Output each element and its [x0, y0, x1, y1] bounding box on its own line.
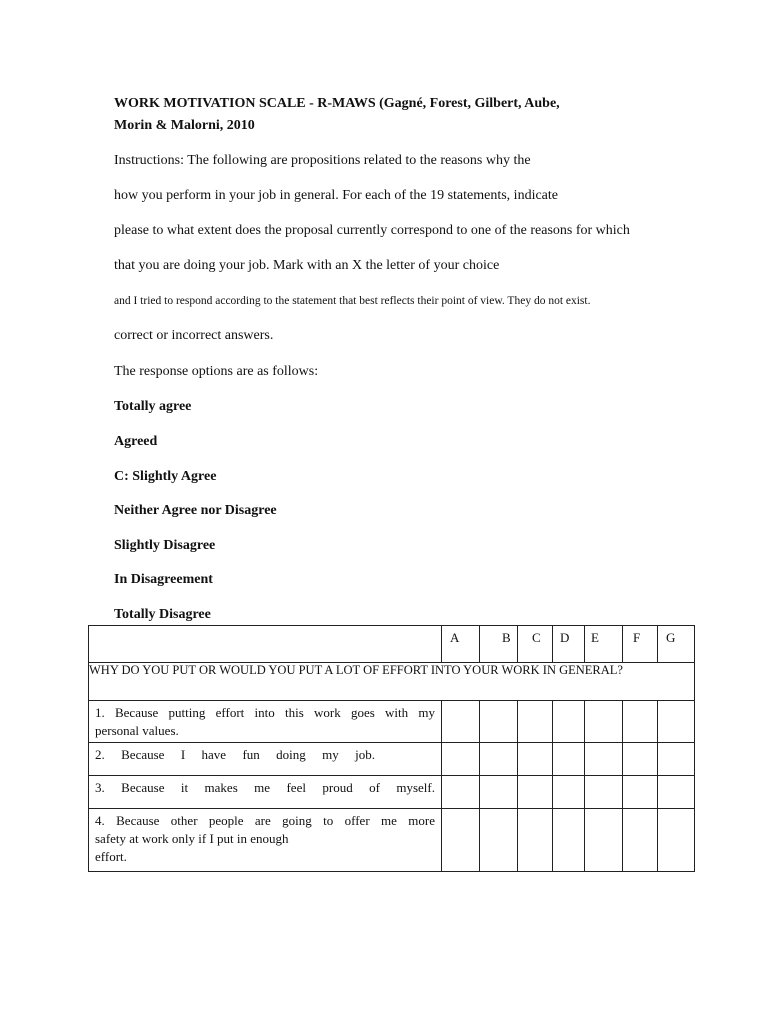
document-title-line-2: Morin & Malorni, 2010	[114, 118, 255, 133]
column-header-g: G	[658, 626, 695, 663]
table-header-row	[89, 626, 695, 663]
answer-cell-e[interactable]	[585, 743, 623, 776]
answer-cell-c[interactable]	[518, 776, 553, 809]
answer-cell-f[interactable]	[623, 701, 658, 743]
answer-cell-g[interactable]	[658, 743, 695, 776]
response-option-e: Slightly Disagree	[114, 538, 216, 553]
answer-cell-c[interactable]	[518, 701, 553, 743]
section-heading: WHY DO YOU PUT OR WOULD YOU PUT A LOT OF EFFORT INTO YOUR WORK IN GENERAL?	[89, 663, 695, 701]
answer-cell-d[interactable]	[553, 743, 585, 776]
answer-cell-e[interactable]	[585, 809, 623, 872]
instructions-line-6: correct or incorrect answers.	[114, 328, 274, 343]
column-header-f: F	[623, 626, 658, 663]
table-row	[89, 701, 695, 743]
answer-cell-e[interactable]	[585, 776, 623, 809]
answer-cell-d[interactable]	[553, 809, 585, 872]
response-option-d: Neither Agree nor Disagree	[114, 503, 277, 518]
table-section-heading-row	[89, 663, 695, 701]
document-title-line-1: WORK MOTIVATION SCALE - R-MAWS (Gagné, Forest, Gilbert, Aube,	[114, 96, 560, 111]
statement-cell	[89, 743, 442, 776]
column-header-d: D	[553, 626, 585, 663]
column-header-b: B	[480, 626, 518, 663]
response-table	[88, 625, 695, 872]
statement-text-line: effort.	[95, 849, 127, 864]
response-option-c: C: Slightly Agree	[114, 469, 217, 484]
answer-cell-a[interactable]	[442, 743, 480, 776]
answer-cell-b[interactable]	[480, 743, 518, 776]
statement-text-line: 4. Because other people are going to offer me more	[95, 813, 435, 828]
column-header-e: E	[585, 626, 623, 663]
statement-text-line: personal values.	[95, 723, 179, 738]
instructions-line-3: please to what extent does the proposal currently correspond to one of the reasons for which	[114, 223, 630, 238]
answer-cell-c[interactable]	[518, 809, 553, 872]
response-option-f: In Disagreement	[114, 572, 213, 587]
column-header-a: A	[442, 626, 480, 663]
table-row	[89, 809, 695, 872]
statement-text-line: safety at work only if I put in enough	[95, 831, 289, 846]
answer-cell-b[interactable]	[480, 776, 518, 809]
header-blank-cell	[89, 626, 442, 663]
answer-cell-a[interactable]	[442, 809, 480, 872]
answer-cell-g[interactable]	[658, 776, 695, 809]
answer-cell-d[interactable]	[553, 776, 585, 809]
response-option-b: Agreed	[114, 434, 158, 449]
instructions-line-1: Instructions: The following are propositions related to the reasons why the	[114, 153, 531, 168]
answer-cell-c[interactable]	[518, 743, 553, 776]
answer-cell-e[interactable]	[585, 701, 623, 743]
instructions-line-5: and I tried to respond according to the statement that best reflects their point of view. They do not exist.	[114, 295, 591, 307]
response-option-a: Totally agree	[114, 399, 192, 414]
statement-cell	[89, 809, 442, 872]
statement-cell	[89, 701, 442, 743]
answer-cell-f[interactable]	[623, 809, 658, 872]
instructions-line-4: that you are doing your job. Mark with an X the letter of your choice	[114, 258, 500, 273]
instructions-line-2: how you perform in your job in general. For each of the 19 statements, indicate	[114, 188, 558, 203]
response-option-g: Totally Disagree	[114, 607, 211, 622]
answer-cell-a[interactable]	[442, 776, 480, 809]
table-row	[89, 776, 695, 809]
column-header-c: C	[518, 626, 553, 663]
answer-cell-f[interactable]	[623, 743, 658, 776]
statement-text-line: 3. Because it makes me feel proud of myself.	[95, 780, 435, 795]
answer-cell-a[interactable]	[442, 701, 480, 743]
answer-cell-g[interactable]	[658, 809, 695, 872]
answer-cell-b[interactable]	[480, 701, 518, 743]
answer-cell-b[interactable]	[480, 809, 518, 872]
statement-text-line: 2. Because I have fun doing my job.	[95, 747, 375, 762]
table-row	[89, 743, 695, 776]
response-options-intro: The response options are as follows:	[114, 364, 319, 379]
answer-cell-d[interactable]	[553, 701, 585, 743]
answer-cell-f[interactable]	[623, 776, 658, 809]
answer-cell-g[interactable]	[658, 701, 695, 743]
statement-cell	[89, 776, 442, 809]
statement-text-line: 1. Because putting effort into this work goes with my	[95, 705, 435, 720]
